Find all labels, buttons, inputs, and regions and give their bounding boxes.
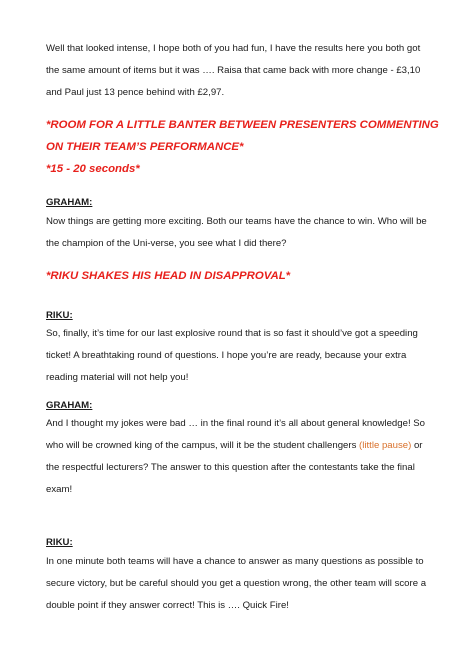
stage-direction-banter-text: *ROOM FOR A LITTLE BANTER BETWEEN PRESENTERS COMMENTING ON THEIR TEAM’S PERFORMANCE*: [46, 119, 439, 153]
graham-dialogue-1: Now things are getting more exciting. Both our teams have the chance to win. Who will be the champion of the Uni-verse, you see what I did there?: [46, 216, 427, 249]
riku-dialogue-1: So, finally, it’s time for our last explosive round that is so fast it should’ve got a speeding ticket! A breathtaking round of questions. I hope you’re are ready, because your extra reading material will not help you!: [46, 328, 418, 383]
stage-direction-timing: *15 - 20 seconds*: [46, 163, 140, 175]
graham-dialogue-2: [46, 413, 436, 501]
graham-dialogue-2-end: or the respectful lecturers? The answer to this question after the contestants take the final exam!: [46, 440, 423, 495]
speaker-label-riku-2: RIKU:: [46, 537, 73, 548]
speaker-label-graham-2: GRAHAM:: [46, 400, 93, 411]
speaker-label-graham: GRAHAM:: [46, 197, 93, 208]
aside-little-pause: (little pause): [359, 440, 412, 451]
stage-direction-banter: [46, 114, 446, 180]
intro-paragraph: Well that looked intense, I hope both of you had fun, I have the results here you both got the same amount of items but it was …. Raisa that came back with more change - £3,10 and Paul just 13 pence behind with £2,97.: [46, 43, 421, 98]
riku-dialogue-2: In one minute both teams will have a chance to answer as many questions as possible to secure victory, but be careful should you get a question wrong, the other team will score a double point if they answer correct! This is …. Quick Fire!: [46, 556, 427, 611]
stage-direction-riku: *RIKU SHAKES HIS HEAD IN DISAPPROVAL*: [46, 270, 291, 282]
graham-dialogue-2-start: And I thought my jokes were bad … in the final round it’s all about general knowledge! So who will be crowned king of the campus, will it be the student challengers: [46, 418, 426, 451]
speaker-label-riku: RIKU:: [46, 310, 73, 321]
